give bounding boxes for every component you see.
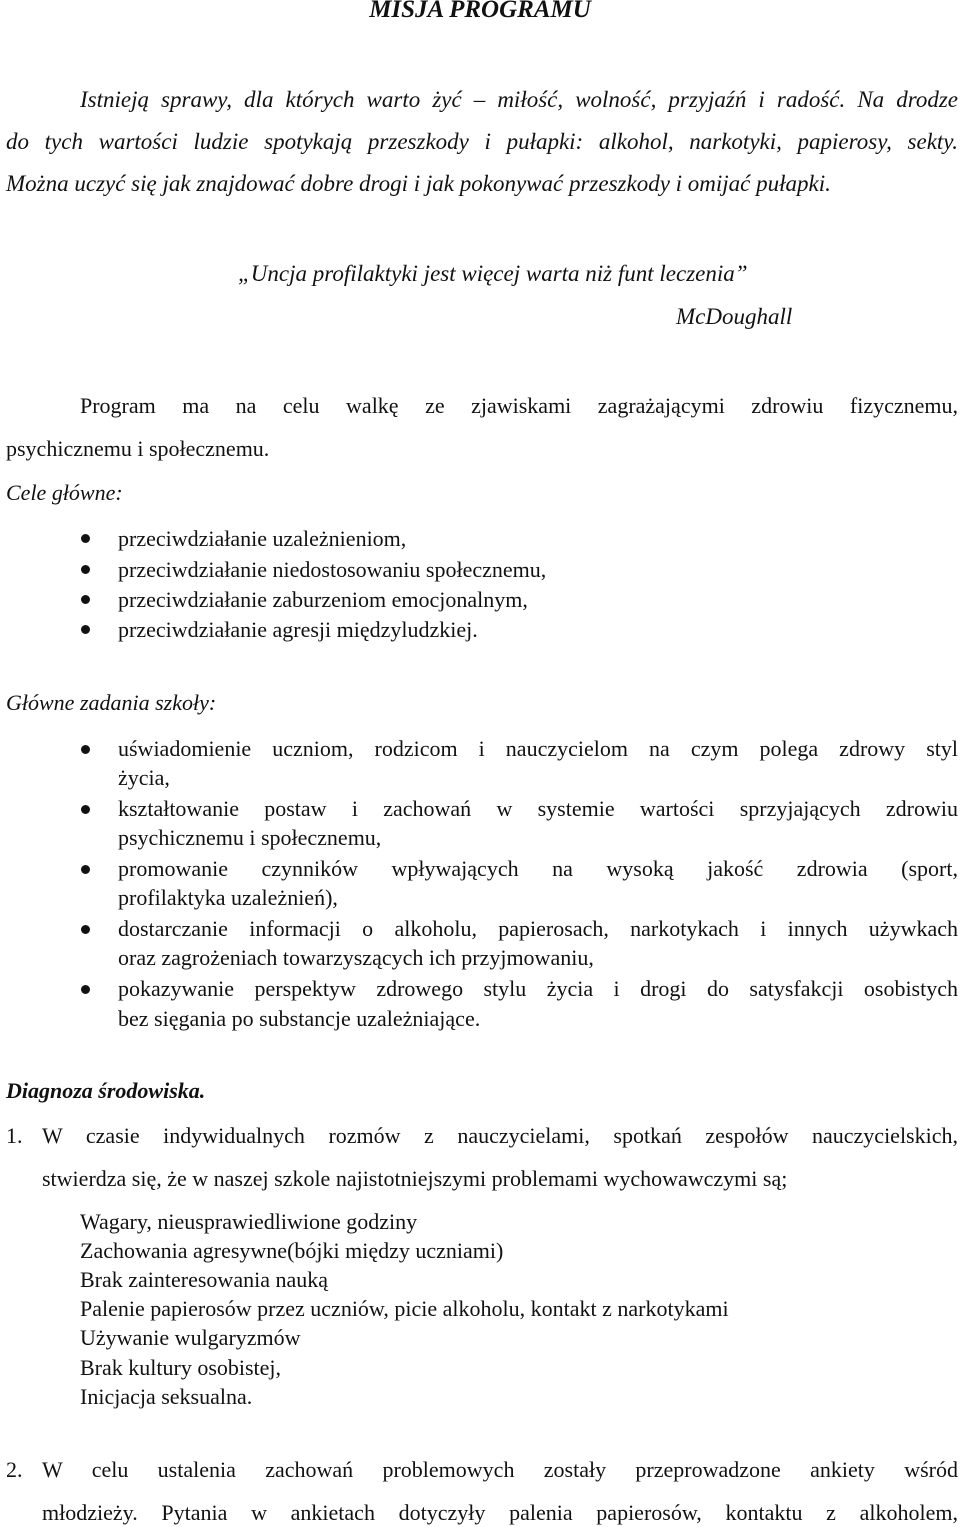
goal-text: przeciwdziałanie niedostosowaniu społecznemu, xyxy=(118,557,547,582)
point-text-line-2: młodzieży. Pytania w ankietach dotyczyły palenia papierosów, kontaktu z alkoholem, xyxy=(42,1500,958,1525)
task-text-line-2: profilaktyka uzależnień), xyxy=(118,885,338,910)
bullet-icon xyxy=(81,534,90,543)
bullet-icon xyxy=(81,745,90,754)
list-item: Brak kultury osobistej, xyxy=(80,1355,282,1380)
task-text-line-2: oraz zagrożeniach towarzyszących ich przyjmowaniu, xyxy=(118,945,594,970)
goal-text: przeciwdziałanie agresji międzyludzkiej. xyxy=(118,617,478,642)
task-text-line-1: dostarczanie informacji o alkoholu, papierosach, narkotykach i innych używkach xyxy=(118,916,958,941)
point-text-line-1: W czasie indywidualnych rozmów z nauczycielami, spotkań zespołów nauczycielskich, xyxy=(42,1123,958,1148)
task-text-line-1: promowanie czynników wpływających na wysoką jakość zdrowia (sport, xyxy=(118,856,958,881)
list-item: Inicjacja seksualna. xyxy=(80,1384,253,1409)
program-line-1: Program ma na celu walkę ze zjawiskami zagrażającymi zdrowiu fizycznemu, xyxy=(80,393,958,418)
list-item: Brak zainteresowania nauką xyxy=(80,1267,328,1292)
point-number: 2. xyxy=(6,1457,23,1482)
task-text-line-1: pokazywanie perspektyw zdrowego stylu życia i drogi do satysfakcji osobistych xyxy=(118,976,958,1001)
goal-text: przeciwdziałanie uzależnieniom, xyxy=(118,526,407,551)
list-item: Używanie wulgaryzmów xyxy=(80,1325,301,1350)
bullet-icon xyxy=(81,595,90,604)
bullet-icon xyxy=(81,865,90,874)
intro-line-3: Można uczyć się jak znajdować dobre drogi i jak pokonywać przeszkody i omijać pułapki. xyxy=(6,171,831,196)
bullet-icon xyxy=(81,925,90,934)
bullet-icon xyxy=(81,985,90,994)
list-item: Wagary, nieusprawiedliwione godziny xyxy=(80,1209,418,1234)
document-title: MISJA PROGRAMU xyxy=(369,0,591,23)
diagnosis-heading: Diagnoza środowiska. xyxy=(6,1078,206,1103)
bullet-icon xyxy=(81,625,90,634)
task-text-line-2: psychicznemu i społecznemu, xyxy=(118,825,382,850)
list-item: Palenie papierosów przez uczniów, picie alkoholu, kontakt z narkotykami xyxy=(80,1296,729,1321)
intro-line-1: Istnieją sprawy, dla których warto żyć – miłość, wolność, przyjaźń i radość. Na drodze xyxy=(80,87,958,112)
goal-text: przeciwdziałanie zaburzeniom emocjonalnym, xyxy=(118,587,528,612)
tasks-heading: Główne zadania szkoły: xyxy=(6,690,217,715)
task-text-line-2: życia, xyxy=(118,765,170,790)
goals-heading: Cele główne: xyxy=(6,480,123,505)
bullet-icon xyxy=(81,805,90,814)
program-line-2: psychicznemu i społecznemu. xyxy=(6,436,270,461)
point-text-line-1: W celu ustalenia zachowań problemowych zostały przeprowadzone ankiety wśród xyxy=(42,1457,958,1482)
point-number: 1. xyxy=(6,1123,23,1148)
intro-line-2: do tych wartości ludzie spotykają przeszkody i pułapki: alkohol, narkotyki, papierosy, sekty. xyxy=(6,129,958,154)
quote-text: „Uncja profilaktyki jest więcej warta niż funt leczenia” xyxy=(238,261,748,286)
quote-author: McDoughall xyxy=(676,304,793,329)
task-text-line-1: uświadomienie uczniom, rodzicom i nauczycielom na czym polega zdrowy styl xyxy=(118,736,958,761)
bullet-icon xyxy=(81,565,90,574)
task-text-line-2: bez sięgania po substancje uzależniające. xyxy=(118,1006,481,1031)
point-text-line-2: stwierdza się, że w naszej szkole najistotniejszymi problemami wychowawczymi są; xyxy=(42,1166,788,1191)
task-text-line-1: kształtowanie postaw i zachowań w systemie wartości sprzyjających zdrowiu xyxy=(118,796,958,821)
list-item: Zachowania agresywne(bójki między uczniami) xyxy=(80,1238,504,1263)
